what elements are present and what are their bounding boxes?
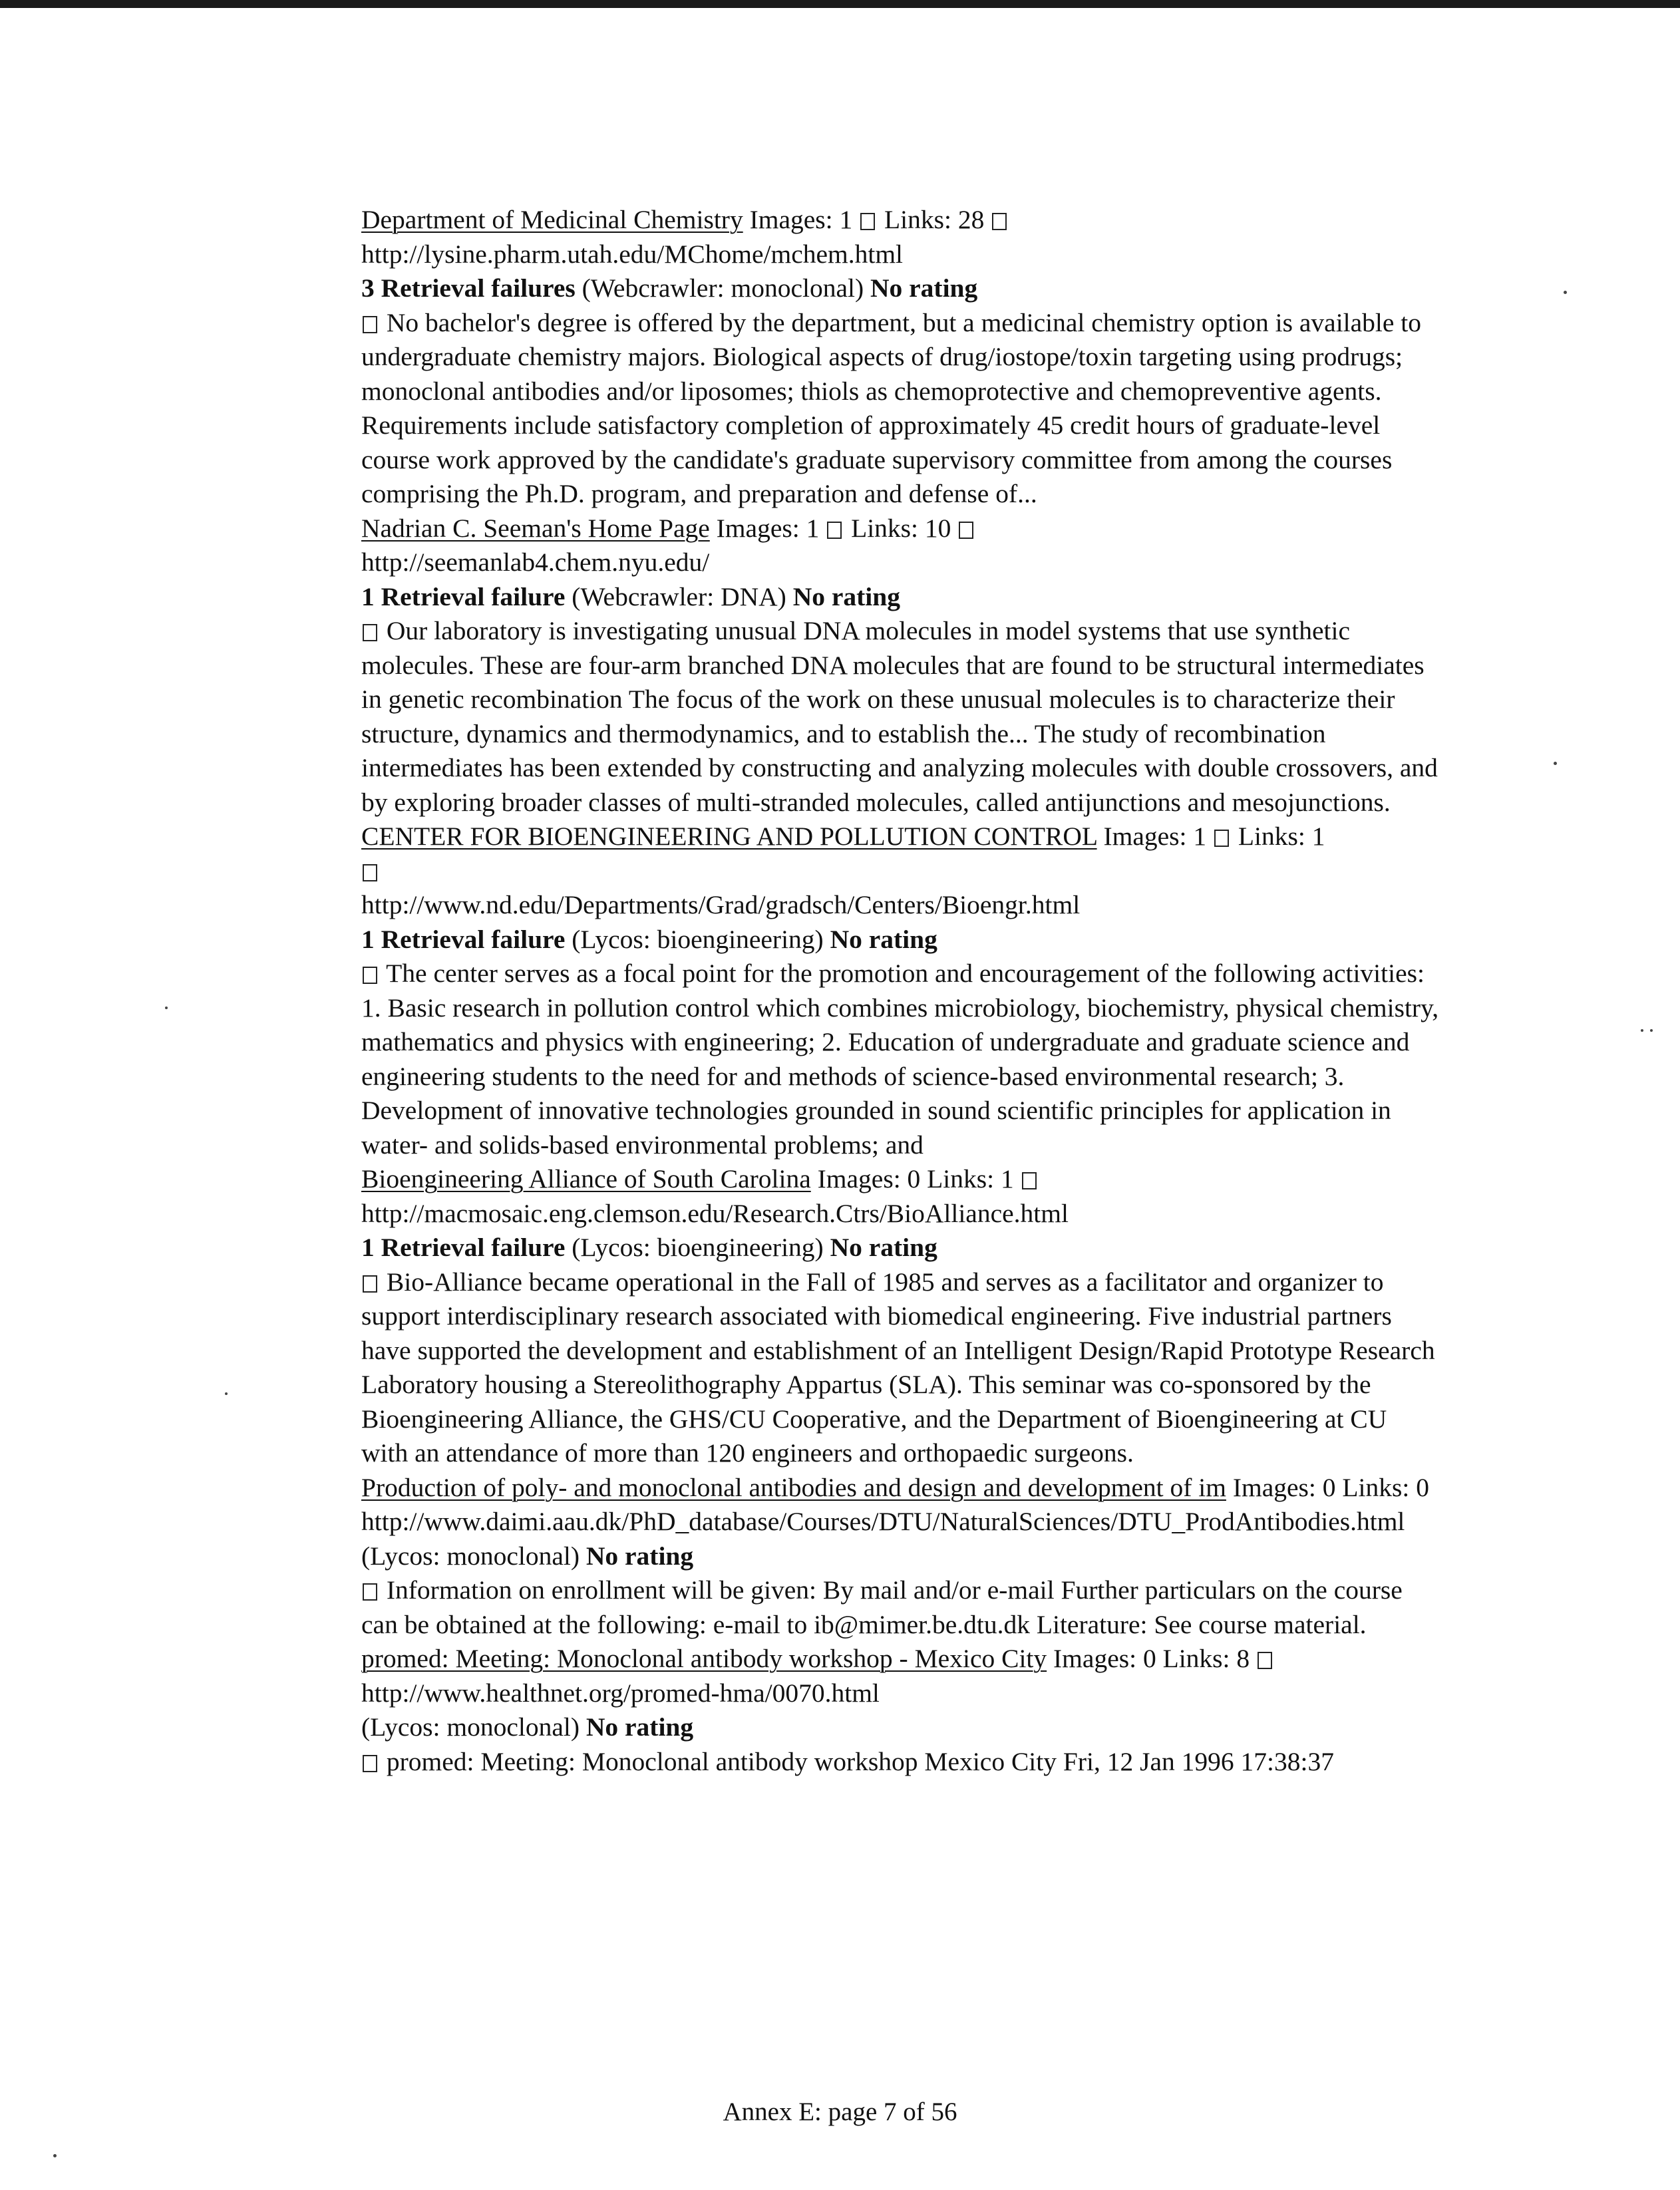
result-entry	[361, 1471, 1439, 1642]
result-description: Our laboratory is investigating unusual DNA molecules in model systems that use synthetic molecules. These are four-arm branched DNA molecules that are found to be structural intermediates in genetic recombination The focus of the work on these unusual molecules is to characterize their structure, dynamics and thermodynamics, and to establish the... The study of recombination intermediates has been extended by constructing and analyzing molecules with double crossovers, and by exploring broader classes of multi-stranded molecules, called antijunctions and mesojunctions.	[361, 616, 1438, 817]
scan-speck	[1650, 1029, 1653, 1032]
checkbox-icon	[363, 864, 377, 881]
rating-text: No rating	[830, 1233, 937, 1262]
result-links-count: Links: 1	[927, 1164, 1014, 1193]
retrieval-failure-text: 1 Retrieval failure	[361, 581, 566, 611]
result-images-count: Images: 0	[1232, 1472, 1336, 1502]
result-header-line	[361, 1471, 1439, 1505]
rating-text: No rating	[870, 273, 978, 303]
checkbox-icon	[1022, 1172, 1037, 1189]
result-entry	[361, 1162, 1439, 1471]
search-results-listing	[361, 203, 1439, 1779]
result-description-block	[361, 1265, 1439, 1471]
result-links-count: Links: 0	[1342, 1472, 1429, 1502]
result-description: Information on enrollment will be given: By mail and/or e-mail Further particulars on the course can be obtained at the following: e-mail to ib@mimer.be.dtu.dk Literature: See course material.	[361, 1575, 1403, 1639]
result-status-line	[361, 1231, 1439, 1265]
result-url: http://www.nd.edu/Departments/Grad/gradsch/Centers/Bioengr.html	[361, 890, 1081, 919]
result-description: Bio-Alliance became operational in the Fall of 1985 and serves as a facilitator and organizer to support interdisciplinary research associated with biomedical engineering. Five industrial partners have supported the development and establishment of an Intelligent Design/Rapid Prototype Research Laboratory housing a Stereolithography Appartus (SLA). This seminar was co-sponsored by the Bioengineering Alliance, the GHS/CU Cooperative, and the Department of Bioengineering at CU with an attendance of more than 120 engineers and orthopaedic surgeons.	[361, 1267, 1435, 1468]
result-entry	[361, 1642, 1439, 1779]
result-header-line	[361, 820, 1439, 888]
result-title-link[interactable]: CENTER FOR BIOENGINEERING AND POLLUTION CONTROL	[361, 822, 1097, 851]
checkbox-icon	[363, 1583, 377, 1601]
checkbox-icon	[827, 522, 842, 539]
result-description: No bachelor's degree is offered by the department, but a medicinal chemistry option is available to undergraduate chemistry majors. Biological aspects of drug/iostope/toxin targeting using prodrugs; monoclonal antibodies and/or liposomes; thiols as chemoprotective and chemopreventive agents. Requirements include satisfactory completion of approximately 45 credit hours of graduate-level course work approved by the candidate's graduate supervisory committee from among the courses comprising the Ph.D. program, and preparation and defense of...	[361, 307, 1422, 508]
result-images-count: Images: 0	[817, 1164, 921, 1193]
checkbox-icon	[363, 316, 377, 333]
result-url: http://macmosaic.eng.clemson.edu/Research.Ctrs/BioAlliance.html	[361, 1198, 1069, 1228]
scan-speck	[53, 2154, 57, 2157]
scan-speck	[225, 1392, 228, 1395]
result-url: http://www.daimi.aau.dk/PhD_database/Courses/DTU/NaturalSciences/DTU_ProdAntibodies.html	[361, 1507, 1405, 1536]
result-url: http://seemanlab4.chem.nyu.edu/	[361, 548, 710, 577]
result-links-count: Links: 1	[1238, 822, 1325, 851]
search-engine-source: (Webcrawler: monoclonal)	[582, 273, 864, 303]
result-title-link[interactable]: Nadrian C. Seeman's Home Page	[361, 513, 710, 543]
result-entry	[361, 203, 1439, 512]
checkbox-icon	[1214, 830, 1229, 847]
retrieval-failure-text: 1 Retrieval failure	[361, 924, 566, 954]
scan-top-edge	[0, 0, 1680, 8]
result-links-count: Links: 10	[851, 513, 951, 543]
checkbox-icon	[1258, 1652, 1272, 1669]
result-header-line	[361, 512, 1439, 546]
checkbox-icon	[992, 213, 1007, 230]
result-title-link[interactable]: Production of poly- and monoclonal antibodies and design and development of im	[361, 1472, 1226, 1502]
result-images-count: Images: 1	[716, 513, 820, 543]
checkbox-icon	[363, 624, 377, 641]
rating-text: No rating	[586, 1712, 694, 1742]
result-description: promed: Meeting: Monoclonal antibody workshop Mexico City Fri, 12 Jan 1996 17:38:37	[386, 1746, 1334, 1776]
result-status-line	[361, 923, 1439, 957]
scan-speck	[165, 1007, 168, 1009]
retrieval-failure-text: 1 Retrieval failure	[361, 1233, 566, 1262]
result-description: The center serves as a focal point for the promotion and encouragement of the following activities: 1. Basic research in pollution control which combines microbiology, biochemistry, physical chemistry, mathematics and physics with engineering; 2. Education of undergraduate and graduate science and engineering students to the need for and methods of science-based environmental research; 3. Development of innovative technologies grounded in sound scientific principles for application in water- and solids-based environmental problems; and	[361, 959, 1439, 1160]
scan-speck	[1564, 291, 1567, 294]
result-url: http://www.healthnet.org/promed-hma/0070.html	[361, 1678, 880, 1708]
checkbox-icon	[860, 213, 875, 230]
result-status-line	[361, 580, 1439, 615]
result-description-block	[361, 614, 1439, 820]
result-header-line	[361, 1162, 1439, 1197]
search-engine-source: (Webcrawler: DNA)	[572, 581, 786, 611]
result-status-line	[361, 271, 1439, 306]
result-description-block	[361, 957, 1439, 1162]
result-url: http://lysine.pharm.utah.edu/MChome/mchem.html	[361, 239, 904, 269]
search-engine-source: (Lycos: monoclonal)	[361, 1712, 580, 1742]
rating-text: No rating	[586, 1541, 694, 1571]
result-title-link[interactable]: Bioengineering Alliance of South Carolina	[361, 1164, 811, 1193]
checkbox-icon	[959, 522, 973, 539]
result-header-line	[361, 1642, 1439, 1676]
result-title-link[interactable]: promed: Meeting: Monoclonal antibody workshop - Mexico City	[361, 1644, 1047, 1673]
checkbox-icon	[363, 1755, 377, 1772]
search-engine-source: (Lycos: bioengineering)	[572, 1233, 824, 1262]
checkbox-icon	[363, 1275, 377, 1293]
result-links-count: Links: 8	[1162, 1644, 1250, 1673]
rating-text: No rating	[830, 924, 937, 954]
result-description-block	[361, 1573, 1439, 1642]
result-status-line	[361, 1539, 1439, 1574]
result-description-block	[361, 1745, 1439, 1780]
scan-speck	[1554, 762, 1557, 765]
result-images-count: Images: 1	[749, 205, 853, 234]
result-status-line	[361, 1710, 1439, 1745]
result-links-count: Links: 28	[884, 205, 985, 234]
scan-speck	[1641, 1029, 1643, 1032]
result-entry	[361, 820, 1439, 1162]
retrieval-failure-text: 3 Retrieval failures	[361, 273, 576, 303]
checkbox-icon	[363, 967, 377, 984]
result-images-count: Images: 1	[1103, 822, 1207, 851]
result-images-count: Images: 0	[1053, 1644, 1156, 1673]
result-entry	[361, 512, 1439, 820]
rating-text: No rating	[792, 581, 900, 611]
page-footer: Annex E: page 7 of 56	[723, 2098, 957, 2126]
result-header-line	[361, 203, 1439, 237]
result-title-link[interactable]: Department of Medicinal Chemistry	[361, 205, 743, 234]
search-engine-source: (Lycos: bioengineering)	[572, 924, 824, 954]
search-engine-source: (Lycos: monoclonal)	[361, 1541, 580, 1571]
result-description-block	[361, 306, 1439, 512]
